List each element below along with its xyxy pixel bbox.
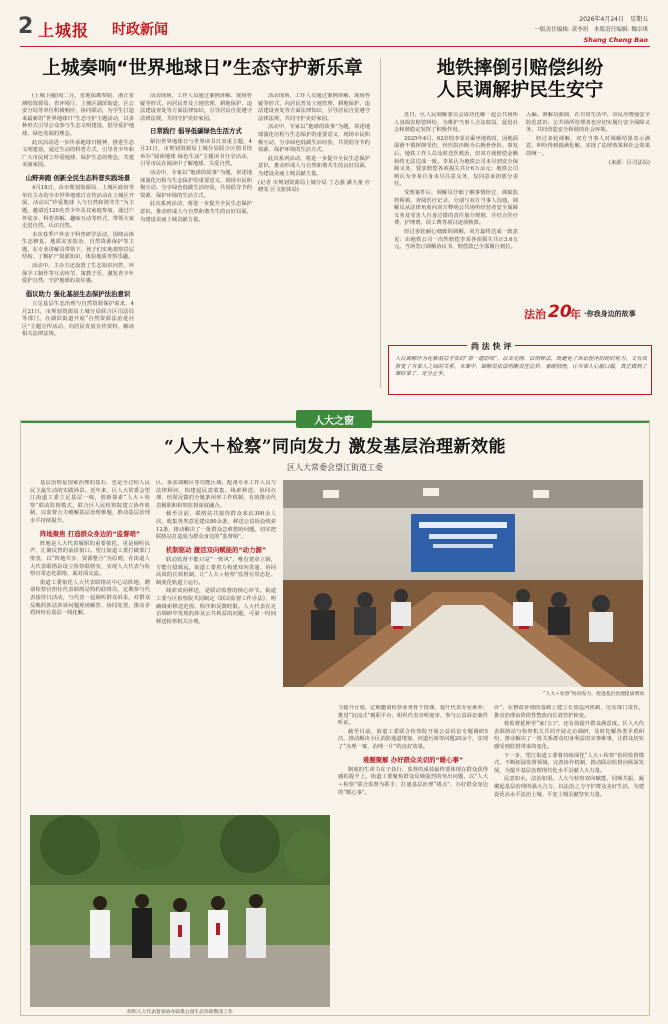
paper-name: 上城报 <box>38 21 90 40</box>
masthead-bar <box>38 18 558 40</box>
article2-body4: 经过多轮耐心细致的调解，双方最终达成一致意见：由地铁公司一次性赔偿李某各项损失共计3.6万元。当场签订调解协议书，赔偿款已全部履行到位。 <box>394 228 518 251</box>
article3-col3-p1: 力提升计划，定期邀请检察业务骨干授课，提升代表专业素养；推进“沉浸式”履职平台，组织代表旁听庭审、参与公益诉讼案件听证。 <box>338 705 488 727</box>
article3-col3-p2: 截至目前，街道工委联合检察院开展公益诉讼专题调研5次，推动解决小区消防通道堵塞、河道污染等问题20余个，实现了“办理一案、治理一片”的良好效果。 <box>338 728 488 750</box>
article3-byline: 区人大常委会望江街道工委 <box>287 463 383 472</box>
article3-col2 <box>156 480 276 808</box>
article1-body8: 活动中，专家以“地球的故事”为题，讲述地球演化历程与生态保护的重要意义，现场市民积极互动，分享绿色低碳生活经验，共同倡导节约资源、保护环境的生活方式。 <box>140 169 252 199</box>
logo-number: 20 <box>548 302 572 322</box>
article3-col3-p3: 制度的生命力在于执行，监督的成效最终要体现在群众获得感的提升上。街道工委聚焦群众反映强烈的突出问题，以“人大＋检察”联合监督为抓手，打通基层治理“堵点”，办好群众身边的“暖心事”。 <box>338 766 488 796</box>
article3-col2-p1: 区、诉求调解区等功能区域，配备专业工作人员与法律顾问，构建起民意收集、线索移送、协同办理、结果反馈的全链条闭环工作机制，有效推动代表履职和检察监督深度融合。 <box>156 480 276 509</box>
article3-col4-p2: 将监督延伸至“家门口”，还有效提升群众满意度。区人大代表联络站与检察机关共同开展走访调研，及时化解各类矛盾纠纷，推动解决了一批关系群众切身利益的实事难事，让群众切实感受到监督带来的变化。 <box>494 721 644 750</box>
park-photo-caption: 组织人大代表督查协办联系公园生态环保整改工作 <box>127 1010 233 1015</box>
brand-english: Shang Cheng Bao <box>583 36 648 44</box>
article1-source: (记者 市规划资源局上城分局 丁志强 潘九童 应晓雯 区文旅体局) <box>258 179 370 194</box>
article1-body8b: 活动中，专家以“地球的故事”为题，讲述地球演化历程与生态保护的重要意义，现场市民积极互动，分享绿色低碳生活经验，共同倡导节约资源、保护环境的生活方式。 <box>258 124 370 154</box>
article1-lead: (上城卫融)周二月，省地质勘察院、浙江省测绘资源局、省环境厅，上城区湖滨街道、区公安分局等单位积极响应，协同联动，为学生打造来最新的“世界地球日”生态守护主题活动，以多种形式引导公众参与生态文明建设，倡导爱护地球、绿色发展的理念。 <box>22 93 134 137</box>
article2-body2: 2025年4月，62岁的李某在乘坐地铁时，因地面湿滑不慎摔倒受伤，经医院诊断为右腕骨骨折。事发后，地铁工作人员及时送医救治，但双方就赔偿金额始终无法达成一致。李某认为地铁公司未尽到安全保障义务，要求赔偿各项损失共计6万余元；地铁公司则认为李某自身未尽注意义务，仅同意承担部分责任。 <box>394 135 518 188</box>
article2-col1 <box>394 112 518 362</box>
article1-body9: 此次系列活动，将进一步提升全民生态保护意识，推动形成人与自然和谐共生的良好局面，为建设美丽上城贡献力量。 <box>140 201 252 223</box>
article2-title-line2: 人民调解护民生安宁 <box>436 80 604 101</box>
editors-line: 一版责任编辑: 黄李玥 本版责任编辑: 魏卓琪 <box>534 27 648 33</box>
commentary-box <box>388 342 652 395</box>
article2-source: (来源：区司法局) <box>608 159 650 166</box>
article2-body6: 经过多轮调解，双方当事人对调解结果表示满意，纠纷得到圆满化解，实现了法律效果和社会效果的统一。 <box>526 135 650 157</box>
section-name: 时政新闻 <box>112 22 168 38</box>
article3-col2-p2: 截至目前，联络站共接待群众来访300余人次，收集各类意见建议80余条，移送公益诉讼线索12条，推动解决了一批群众急难愁盼问题，切实把联络站打造成为群众身边的“监督哨”。 <box>156 511 276 541</box>
article2-title-line1: 地铁摔倒引赔偿纠纷 <box>436 58 604 79</box>
park-photo <box>30 815 330 1007</box>
article3-col2-p4: 线索双向移送，是联动监督的核心环节。街道工委与区检察院共同制定《联动监督工作办法》，明确线索移送范围、程序和反馈时限。人大代表在走访调研中发现的涉及公共利益的问题，可第一时间移送检察机关办理。 <box>156 588 276 625</box>
page-number: 2 <box>18 14 34 39</box>
logo-tagline: ·你我身边的故事 <box>584 310 636 318</box>
article3-title: “人大＋检察”同向发力 激发基层治理新效能 <box>164 437 506 457</box>
article1-body3: 本次春季户外亲子科普研学活动，围绕山体生态修复、地质灾害防治、自然资源保护等主题，在专业讲解员带领下，孩子们实地观察岩层结构、了解矿产资源知识，体验地质考察乐趣。 <box>22 231 134 261</box>
section-banner <box>296 410 372 428</box>
article2-body5: 入偏。调解员强调，在日常生活中，市民应增强安全防范意识；公共场所管理者也应切实履行安全保障义务，共同营造安全和谐的社会环境。 <box>526 112 650 134</box>
article1-title: 上城奏响“世界地球日”生态守护新乐章 <box>42 58 363 79</box>
meeting-photo-graphic <box>283 480 643 687</box>
article1-col1 <box>22 93 134 386</box>
article1-sub3: 日常践行 倡导低碳绿色生活方式 <box>150 127 242 136</box>
masthead <box>0 0 668 48</box>
law-anniversary-logo <box>524 302 652 326</box>
article1-col3 <box>258 93 370 386</box>
park-photo-graphic <box>30 815 330 1007</box>
column-divider <box>380 58 381 388</box>
article3-col2-p3: 联动监督不能只是“一阵风”，唯有建章立制，方能行稳致远。街道工委着力构建双向贯通、协同高效的长效机制，让“人大＋检察”监督在常态化、制度化轨道上运行。 <box>156 556 276 586</box>
article1-body7: 紧扣世界地球日与世界读书日双重主题，4月21日，市规划资源局上城分局联合区图书馆举办“阅读地球 绿色生活”主题读书分享活动，引导市民在阅读中了解地球、关爱自然。 <box>140 138 252 168</box>
article1-body4: 活动中，主办方还设置了生态知识问答、环保手工制作等互动环节，寓教于乐，激发青少年爱护自然、守护地球的责任感。 <box>22 263 134 285</box>
article1-body1: 此次活动进一步传承地球日精神，推进生态文明建设，通过生动的科普方式，引导青少年和广大市民树立珍爱地球、保护生态的理念，共建美丽家园。 <box>22 139 134 169</box>
commentary-label: 尚 法 快 评 <box>467 341 515 352</box>
article3-col4-p3: 下一步，望江街道工委将持续深化“人大＋检察”协同监督模式，不断拓展监督领域，完善协作机制，推动联动监督向纵深发展，为提升基层治理现代化水平贡献人大力量。 <box>494 752 644 774</box>
article3-col3-sub: 难题聚解 办好群众关切的“暖心事” <box>362 755 464 764</box>
article2-body1: 近日，区人民调解委员会成功化解一起公共场所人身损害赔偿纠纷，为维护当事人合法权益、促进社会和谐稳定发挥了积极作用。 <box>394 112 518 134</box>
article3-col4 <box>494 705 644 1011</box>
article3-col2-sub: 机制驱动 激活双向赋能的“动力源” <box>165 545 267 554</box>
article1-col2 <box>140 93 252 386</box>
article2-col2 <box>526 112 650 300</box>
article1-body6: 活动现场，工作人员通过案例讲解、现场答疑等形式，向居民普及土地管理、耕地保护、违法建设查处等方面法律知识，引导居民自觉遵守法律法规，共同守护美好家园。 <box>140 93 252 122</box>
issue-date: 2026年4月24日 星期五 <box>579 16 648 23</box>
article3-col3 <box>338 705 488 1011</box>
article3-col1-p1: 基层治理是国家治理的基石，也是全过程人民民主最生动的实践场景。近年来，区人大常委会望江街道工委立足基层一线，创新探索“人大＋检察”联动监督模式，联合区人民检察院建立协作机制，以监督合力破解基层治理难题，推动基层治理水平持续提升。 <box>30 480 150 524</box>
article2-body3: 受理案件后，调解员仔细了解事情经过，调取监控视频，查阅医疗记录，分别与双方当事人沟通。调解员从法律角度向双方释明公共场所经营者安全保障义务及受害人自身过错的责任划分规则，并结合医疗费、护理费、误工费等项目逐项核算。 <box>394 189 518 227</box>
article1-sub1: 山野奔跑 创新全民生态科普实践场景 <box>25 173 131 182</box>
header-rule <box>20 46 650 47</box>
article3-col4-p4: 民意如水，法治如渠。人大与检察双向赋能，同频共振，凝聚起基层治理的强大合力，以法治之力守护群众美好生活，为建设更高水平法治上城、平安上城贡献坚实力量。 <box>494 776 644 798</box>
section-banner-text: 人大之窗 <box>314 416 354 427</box>
article3-col4-p1: 诊”，在修改补缮的基础上建立长效巡河机制，压实部门责任，推动治理由阶段性整改向长效管护转变。 <box>494 705 644 719</box>
article1-body9b: 此次系列活动，将进一步提升全民生态保护意识，推动形成人与自然和谐共生的良好局面，为建设美丽上城贡献力量。 <box>258 155 370 177</box>
logo-text-1: 法治 <box>524 308 546 321</box>
article1-body5: 立足基层生态治理与自然资源保护需求，4月21日，市规划资源局上城分局联合区司法局等部门，在湖滨街道开展“自然资源法治进社区”主题宣传活动，向居民发放宣传资料，解读相关法律法规。 <box>22 301 134 338</box>
meeting-photo <box>283 480 643 687</box>
commentary-text: 人民调解作为化解基层矛盾的“第一道防线”，以柔克刚、以情释法，既避免了诉讼程序的耗时耗力，又有效修复了当事人之间的关系。本案中，调解员依法明晰责任边界，兼顾情理，让当事人心服口服，真正做到了案结事了、定分止争。 <box>395 356 647 378</box>
logo-text-2: 年 <box>570 308 581 321</box>
article1-body6b: 活动现场，工作人员通过案例讲解、现场答疑等形式，向居民普及土地管理、耕地保护、违法建设查处等方面法律知识，引导居民自觉遵守法律法规，共同守护美好家园。 <box>258 93 370 122</box>
article3-col1-sub: 阵地聚焦 打造群众身边的“监督哨” <box>39 529 141 538</box>
article1-body2: 4月18日，由市规划资源局、上城区政府等单位主办的全市世界地球日宣传活动在上城区开展，活动以“珍爱地球 人与自然和谐共生”为主题，邀请近120名青少年及其家庭参加，通过户外徒步、科普讲解、趣味互动等形式，带领大家走进自然、认识自然。 <box>22 185 134 230</box>
article3-col1-p3: 街道工委依托人大代表联络站中心站阵地，聘请检察官担任代表联络站特约联络员，定期参与代表接待日活动，与代表一起倾听群众诉求，对群众反映的涉法涉诉问题现场解答、协同处置，推动矛盾纠纷在基层一线化解。 <box>30 579 150 617</box>
article3-col1 <box>30 480 150 808</box>
article3-col1-p2: 阵地是人大代表履职的重要依托，更是倾听民声、汇聚民智的前沿窗口。望江街道工委打破部门壁垒，以“阵地共享、资源整合”为原则，在街道人大代表联络站设立检察联络室，实现人大代表与检察官常态化联络、面对面交流。 <box>30 540 150 578</box>
article1-sub2: 倡议助力 强化基层生态保护法治意识 <box>25 289 131 298</box>
meeting-photo-caption: “人大＋检察”协同发力，促进基层治理提质增效 <box>543 692 644 697</box>
